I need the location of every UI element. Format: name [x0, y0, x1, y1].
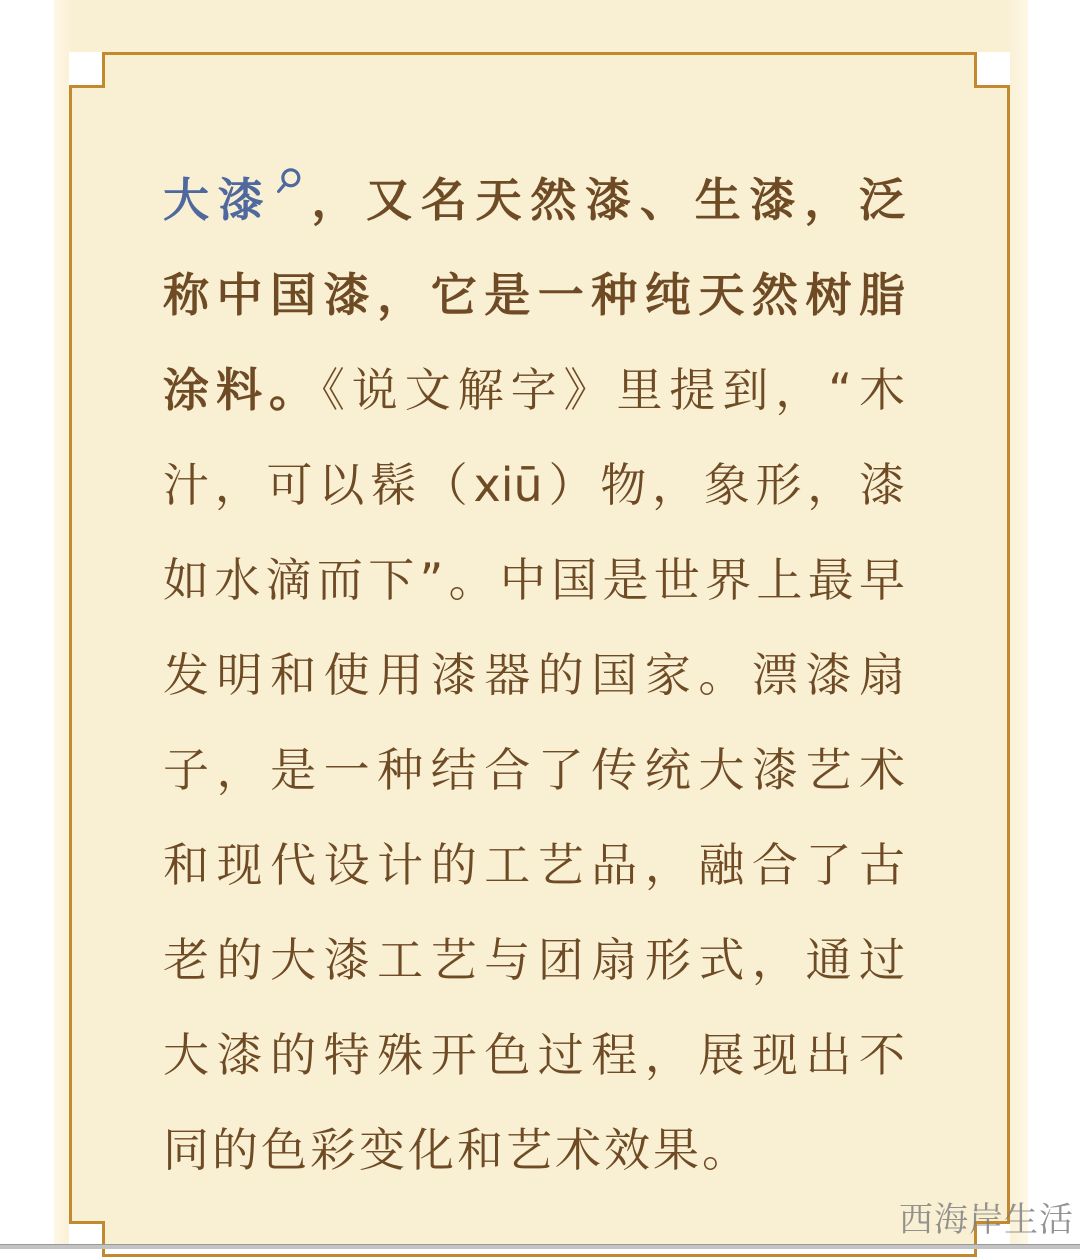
- text-line: [163, 723, 905, 818]
- text-segment: 《说文解字》里提到，“木: [321, 363, 905, 417]
- text-line: [163, 343, 905, 438]
- text-segment: 发明和使用漆器的国家。漂漆扇: [163, 648, 905, 702]
- text-segment: 大漆的特殊开色过程，展现出不: [163, 1028, 905, 1082]
- frame-corner-top-right: [974, 52, 1010, 88]
- text-line: [163, 438, 905, 533]
- text-segment: 和现代设计的工艺品，融合了古: [163, 838, 905, 892]
- text-segment: 子，是一种结合了传统大漆艺术: [163, 743, 905, 797]
- frame-corner-top-left: [69, 52, 105, 88]
- text-line: [163, 1103, 905, 1198]
- article-text: [163, 153, 905, 1198]
- watermark: 西海岸生活: [899, 1200, 1074, 1240]
- bottom-bar: [0, 1244, 1080, 1249]
- text-line: [163, 913, 905, 1008]
- text-segment: 如水滴而下”。中国是世界上最早: [163, 553, 905, 607]
- text-segment: 老的大漆工艺与团扇形式，通过: [163, 933, 905, 987]
- text-segment: 汁，可以髹（xiū）物，象形，漆: [163, 458, 905, 512]
- text-line: [163, 153, 905, 248]
- text-line: [163, 628, 905, 723]
- text-segment: ，又名天然漆、生漆，泛: [302, 173, 906, 227]
- text-segment: 称中国漆，它是一种纯天然树脂: [163, 268, 905, 322]
- text-line: [163, 248, 905, 343]
- term-link[interactable]: 大漆: [163, 173, 273, 227]
- text-line: [163, 533, 905, 628]
- text-segment: 同的色彩变化和艺术效果。: [163, 1123, 751, 1177]
- text-line: [163, 818, 905, 913]
- frame-corner-bottom-left: [69, 1221, 105, 1257]
- search-icon[interactable]: [273, 167, 303, 197]
- text-line: [163, 1008, 905, 1103]
- text-segment: 涂料。: [163, 363, 322, 417]
